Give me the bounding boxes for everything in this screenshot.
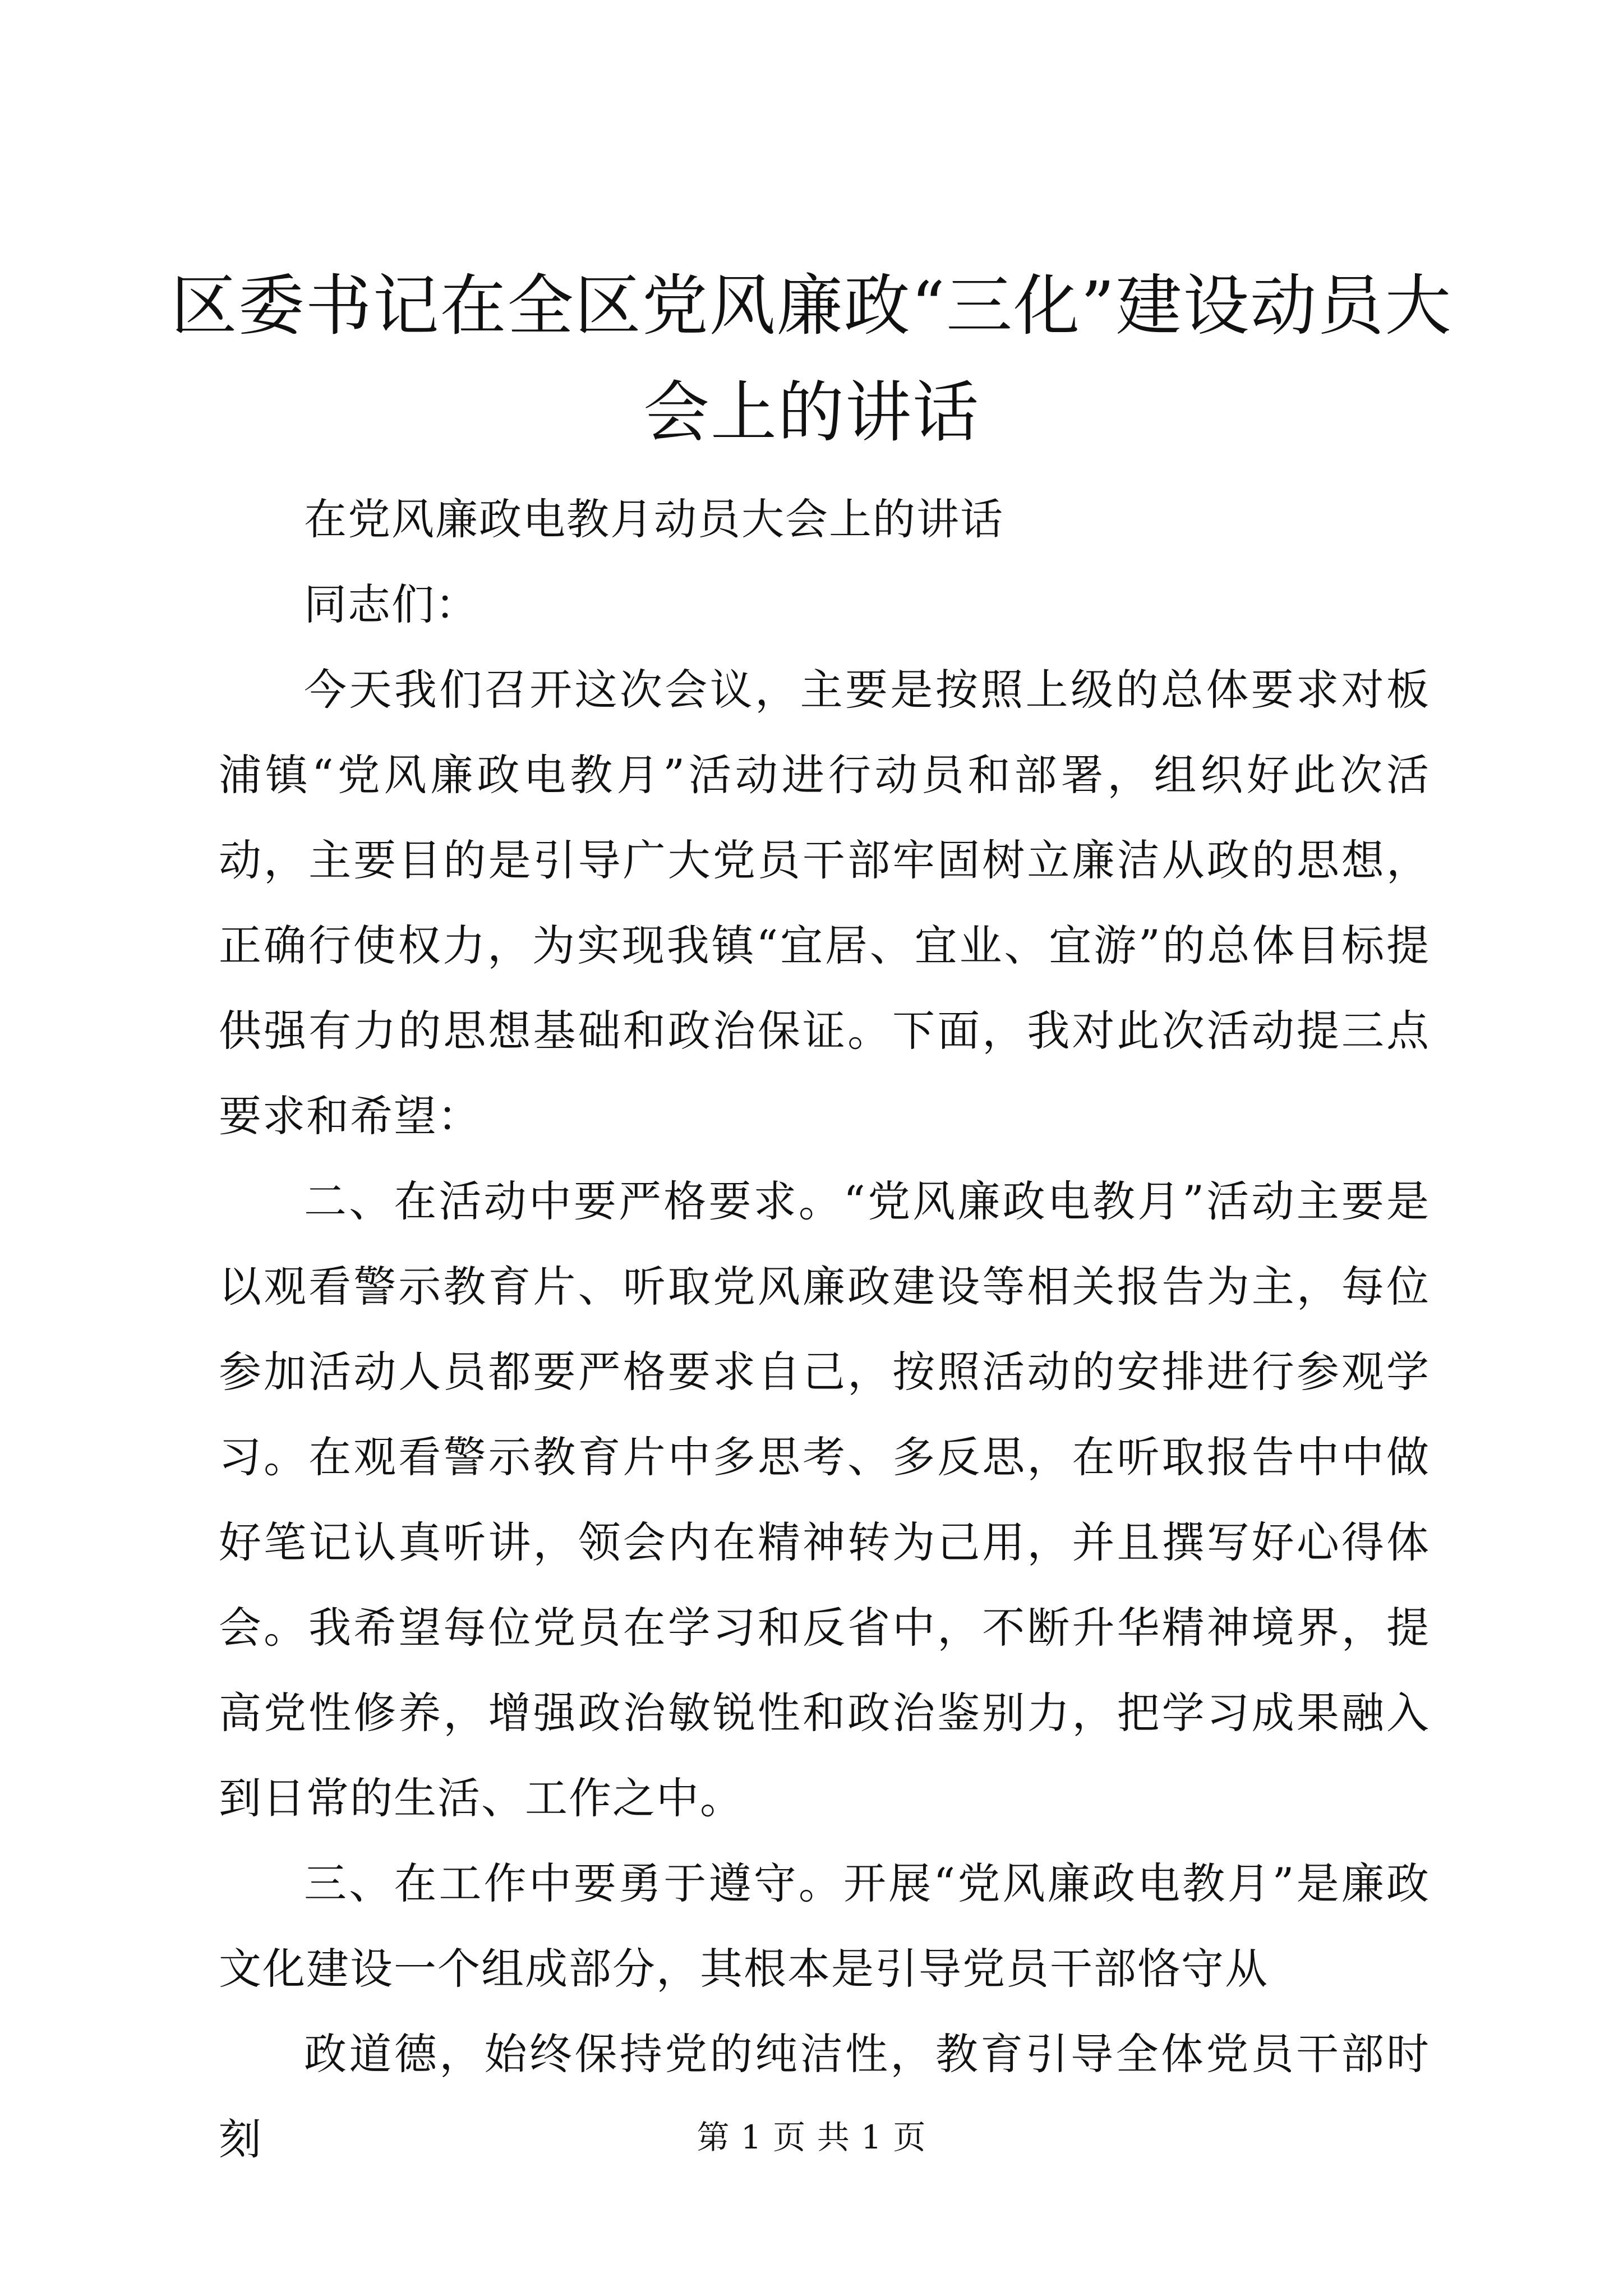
document-body — [219, 477, 1430, 2182]
document-title: 区委书记在全区党风廉政“三化”建设动员大会上的讲话 — [170, 267, 1453, 451]
page-footer: 第 1 页 共 1 页 — [697, 2118, 926, 2156]
salutation-paragraph: 同志们： — [304, 579, 479, 629]
body-paragraph-three: 三、在工作中要勇于遵守。开展“党风廉政电教月”是廉政文化建设一个组成部分，其根本是引导党员干部恪守从 — [219, 1858, 1430, 1994]
body-paragraph-intro: 今天我们召开这次会议，主要是按照上级的总体要求对板浦镇“党风廉政电教月”活动进行动员和部署，组织好此次活动，主要目的是引导广大党员干部牢固树立廉洁从政的思想，正确行使权力，为实现我镇“宜居、宜业、宜游”的总体目标提供强有力的思想基础和政治保证。下面，我对此次活动提三点要求和希望： — [219, 665, 1430, 1141]
subtitle-paragraph: 在党风廉政电教月动员大会上的讲话 — [304, 494, 1004, 544]
body-paragraph-two: 二、在活动中要严格要求。“党风廉政电教月”活动主要是以观看警示教育片、听取党风廉政建设等相关报告为主，每位参加活动人员都要严格要求自己，按照活动的安排进行参观学习。在观看警示教育片中多思考、多反思，在听取报告中中做好笔记认真听讲，领会内在精神转为己用，并且撰写好心得体会。我希望每位党员在学习和反省中，不断升华精神境界，提高党性修养，增强政治敏锐性和政治鉴别力，把学习成果融入到日常的生活、工作之中。 — [219, 1176, 1430, 1823]
body-paragraph-continued: 政道德，始终保持党的纯洁性，教育引导全体党员干部时刻 — [219, 2029, 1430, 2164]
